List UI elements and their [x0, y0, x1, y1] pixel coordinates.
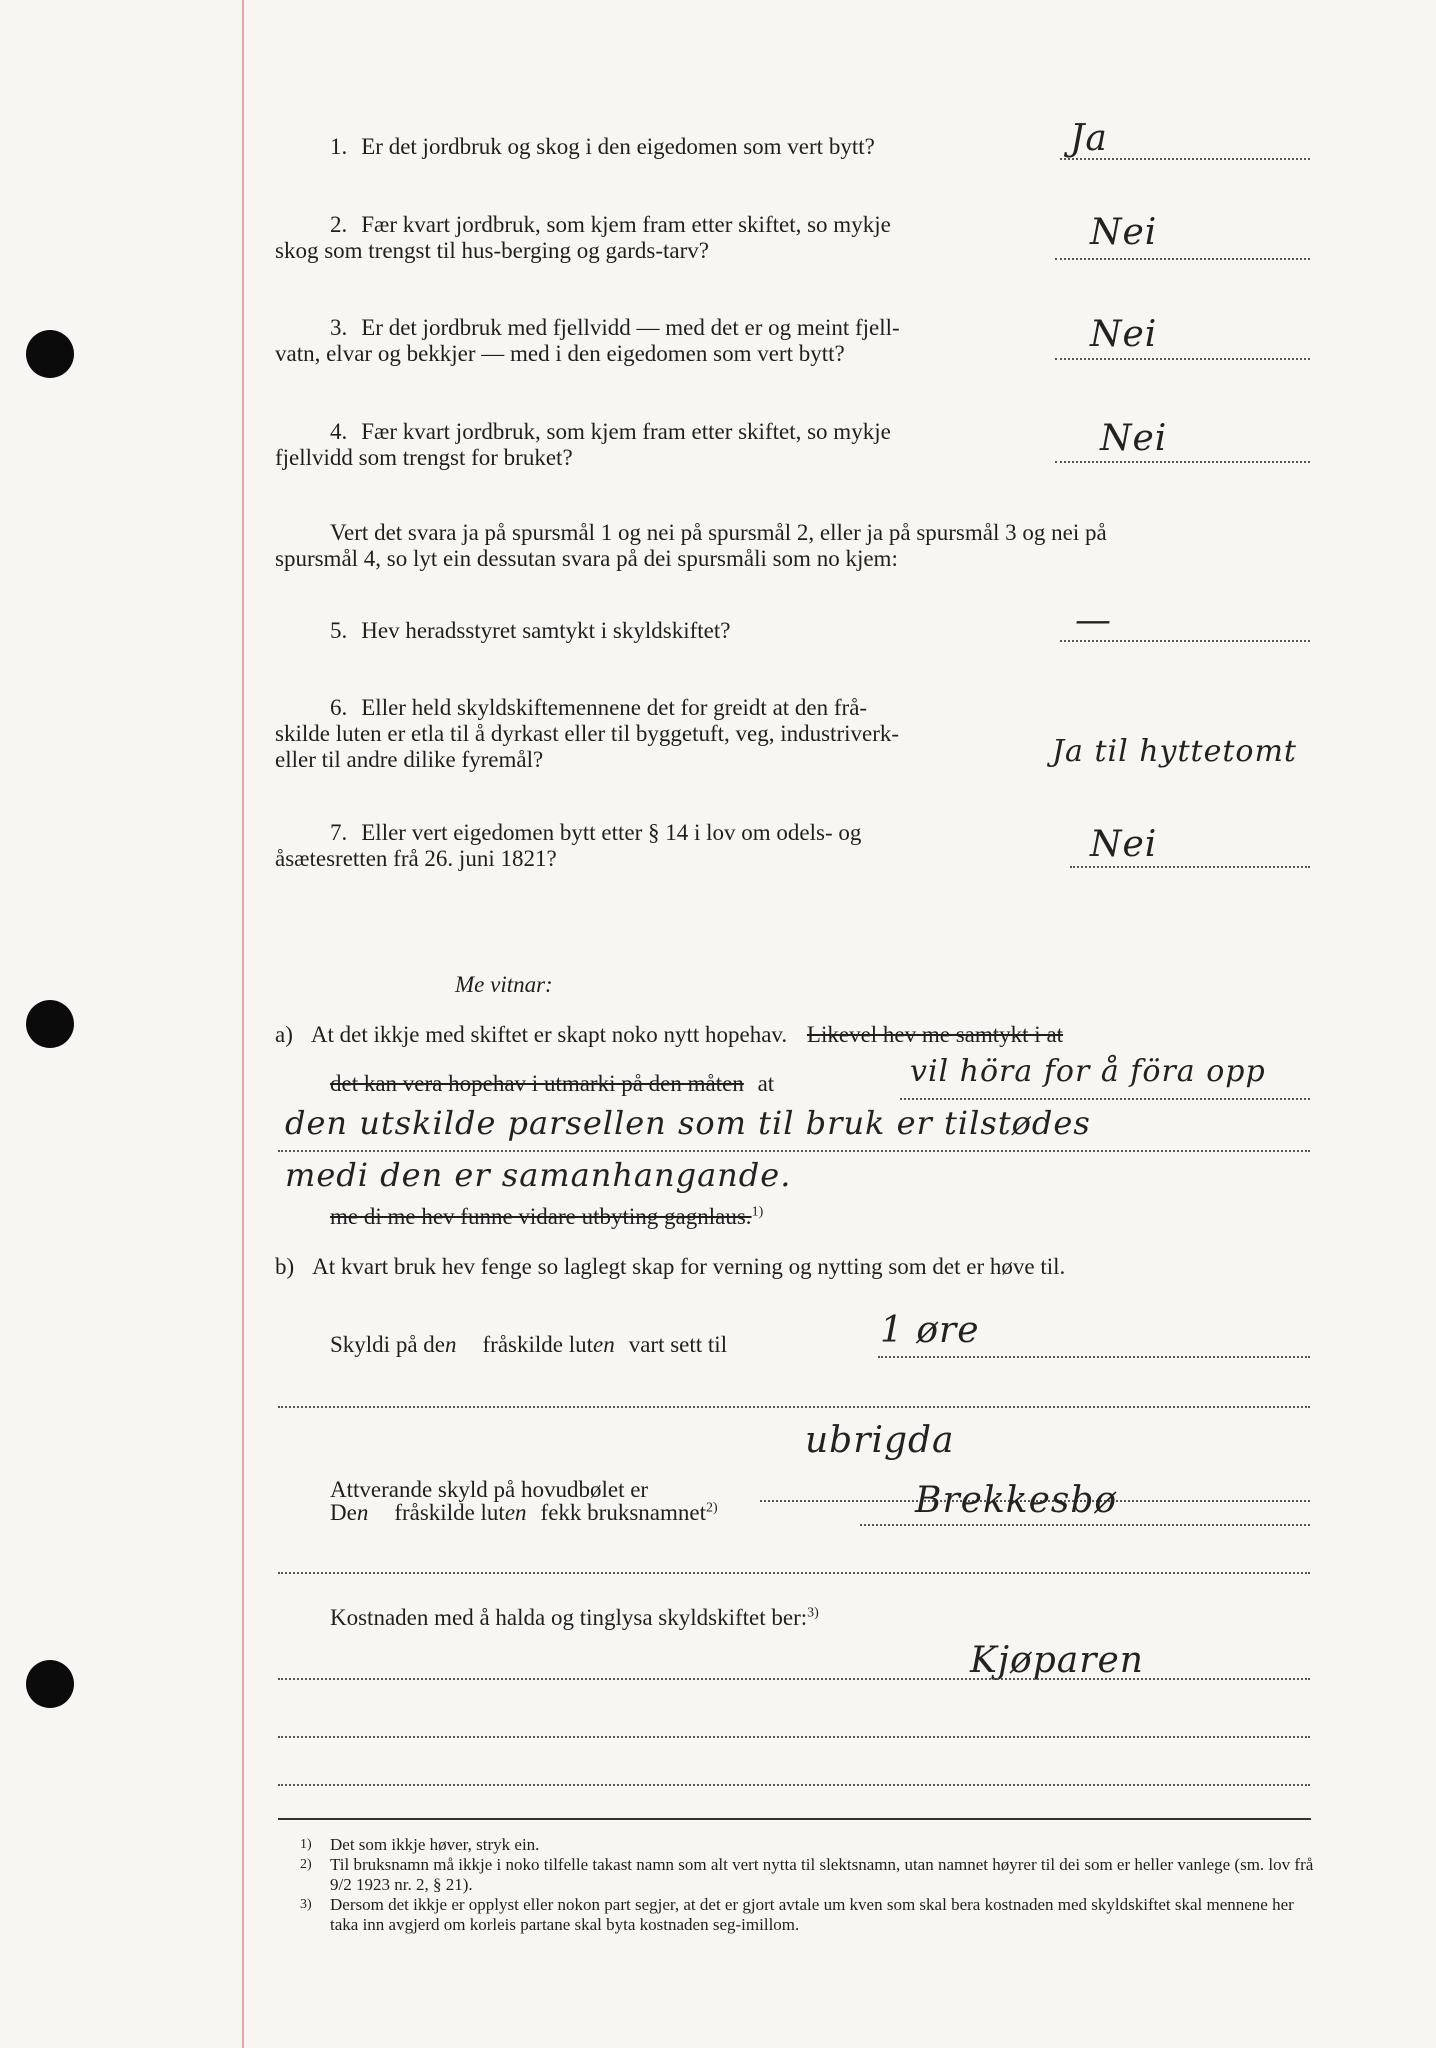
question-4-line2: fjellvidd som trengst for bruket?: [275, 445, 573, 470]
witness-a: a) At det ikkje med skiftet er skapt noko nytt hopehav. Likevel hev me samtykt i at: [275, 1022, 1064, 1047]
answer-2: Nei: [1090, 212, 1158, 253]
struck-text: det kan vera hopehav i utmarki på den måten: [330, 1071, 744, 1096]
question-text: Er det jordbruk og skog i den eigedomen som vert bytt?: [361, 134, 875, 159]
answer-line: [278, 1572, 1310, 1574]
answer-line: [860, 1524, 1310, 1526]
question-3-line2: vatn, elvar og bekkjer — med i den eigedomen som vert bytt?: [275, 341, 845, 366]
witness-a-line2: det kan vera hopehav i utmarki på den måten at: [330, 1071, 775, 1096]
answer-line: [278, 1784, 1310, 1786]
bruksnamn-value: Brekkesbø: [915, 1480, 1118, 1521]
struck-text: Likevel hev me samtykt i at: [806, 1022, 1064, 1047]
answer-line: [1070, 866, 1310, 868]
answer-4: Nei: [1100, 418, 1168, 459]
footnote-ref: 2): [705, 1500, 718, 1516]
punch-hole-icon: [26, 1660, 74, 1708]
answer-line: [1060, 158, 1310, 160]
witness-b: b) At kvart bruk hev fenge so laglegt skap for verning og nytting som det er høve til.: [275, 1254, 1066, 1279]
question-6-line3: eller til andre dilike fyremål?: [275, 747, 544, 772]
answer-line: [278, 1406, 1310, 1408]
footnote: 2) Til bruksnamn må ikkje i noko tilfelle takast namn som alt vert nytta til slektsnamn, utan namnet høyrer til dei som er heller vanlege (sm. lov frå 9/2 1923 nr. 2, § 21).: [300, 1855, 1314, 1894]
question-6: 6. Eller held skyldskiftemennene det for greidt at den frå-: [330, 695, 868, 720]
question-2-line2: skog som trengst til hus-berging og gards-tarv?: [275, 238, 709, 263]
punch-hole-icon: [26, 1000, 74, 1048]
footnote: 1) Det som ikkje høver, stryk ein.: [300, 1835, 540, 1854]
intro-line-2: spursmål 4, so lyt ein dessutan svara på dei spursmåli som no kjem:: [275, 546, 898, 571]
answer-line: [1055, 358, 1310, 360]
skyld-field: Skyldi på den fråskilde luten vart sett til: [330, 1332, 728, 1357]
item-label: b): [275, 1254, 295, 1279]
witness-a-line3: [330, 1202, 763, 1232]
margin-rule: [242, 0, 244, 2048]
footnotes: [300, 1835, 1320, 1935]
kostnad-value: Kjøparen: [970, 1640, 1144, 1681]
punch-hole-icon: [26, 330, 74, 378]
answer-line: [278, 1736, 1310, 1738]
kostnad-field: Kostnaden med å halda og tinglysa skyldskiftet ber:$^{3)}$: [330, 1605, 819, 1630]
struck-text: me di me hev funne vidare utbyting gagnlaus.: [330, 1204, 752, 1229]
question-1: [330, 132, 875, 162]
answer-line: [1060, 640, 1310, 642]
handwritten-a-3: medi den er samanhangande.: [285, 1156, 792, 1194]
answer-line: [878, 1356, 1310, 1358]
question-7-line2: åsætesretten frå 26. juni 1821?: [275, 846, 557, 871]
answer-line: [278, 1150, 1310, 1152]
skyld-value: 1 øre: [880, 1310, 980, 1351]
item-label: a): [275, 1022, 293, 1047]
question-3: 3. Er det jordbruk med fjellvidd — med det er og meint fjell-: [330, 315, 900, 340]
question-7: 7. Eller vert eigedomen bytt etter § 14 i lov om odels- og: [330, 820, 862, 845]
answer-6: Ja til hyttetomt: [1052, 734, 1297, 769]
witness-heading: Me vitnar:: [455, 972, 553, 997]
question-2: 2. Fær kvart jordbruk, som kjem fram etter skiftet, so mykje: [330, 212, 891, 237]
answer-line: [1055, 461, 1310, 463]
question-number: 1.: [330, 134, 348, 159]
answer-line: [1055, 258, 1310, 260]
answer-line: [900, 1098, 1310, 1100]
footnote-ref: 3): [807, 1605, 819, 1621]
answer-1: Ja: [1070, 118, 1108, 159]
intro-line-1: Vert det svara ja på spursmål 1 og nei på spursmål 2, eller ja på spursmål 3 og nei på: [330, 520, 1107, 545]
question-4: 4. Fær kvart jordbruk, som kjem fram etter skiftet, so mykje: [330, 419, 891, 444]
attverande-field: Attverande skyld på hovudbølet er: [330, 1477, 649, 1502]
question-5: 5. Hev heradsstyret samtykt i skyldskiftet?: [330, 618, 731, 643]
footnote-rule: [278, 1818, 1311, 1820]
answer-5: —: [1075, 600, 1112, 641]
footnote-ref: 1): [751, 1204, 764, 1220]
answer-7: Nei: [1090, 824, 1158, 865]
bruksnamn-field: Den fråskilde luten fekk bruksnamnet$^{2)}$: [330, 1500, 718, 1525]
handwritten-a-2: den utskilde parsellen som til bruk er tilstødes: [285, 1104, 1091, 1142]
question-6-line2: skilde luten er etla til å dyrkast eller til byggetuft, veg, industriverk-: [275, 721, 900, 746]
attverande-value: ubrigda: [805, 1420, 955, 1461]
answer-3: Nei: [1090, 314, 1158, 355]
answer-line: [278, 1678, 1310, 1680]
handwritten-a-1: vil höra for å föra opp: [910, 1054, 1266, 1089]
footnote: 3) Dersom det ikkje er opplyst eller nokon part segjer, at det er gjort avtale um kven som skal bera kostnaden med skyldskiftet skal mennene her taka inn avgjerd om korleis partane skal byta kostnaden seg-imillom.: [300, 1895, 1294, 1934]
